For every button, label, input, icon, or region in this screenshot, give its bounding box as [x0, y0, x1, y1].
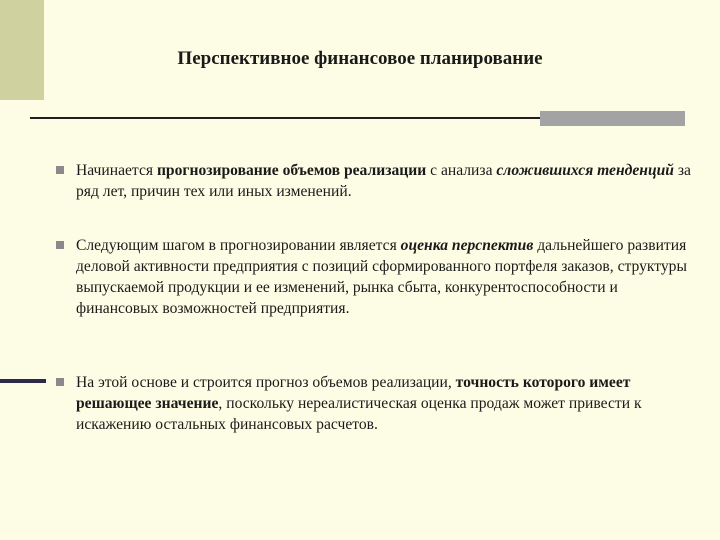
- bullet-square-icon: [56, 166, 64, 174]
- decorative-side-line: [0, 379, 46, 383]
- slide-title: Перспективное финансовое планирование: [177, 48, 543, 69]
- bullet-square-icon: [56, 378, 64, 386]
- bullet-item: На этой основе и строится прогноз объемов реализации, точность которого имеет решающее значение, поскольку нереалистическая оценка продаж может привести к искажению остальных финансовых расчетов.: [56, 372, 692, 435]
- decorative-side-bar: [0, 0, 44, 100]
- bullet-item: Следующим шагом в прогнозировании является оценка перспектив дальнейшего развития деловой активности предприятия с позиций сформированного портфеля заказов, структуры выпускаемой продукции и ее изменений, рынка сбыта, конкурентоспособности и финансовых возможностей предприятия.: [56, 235, 692, 319]
- bullet-item: Начинается прогнозирование объемов реализации с анализа сложившихся тенденций за ряд лет, причин тех или иных изменений.: [56, 160, 692, 202]
- title-underline-accent: [540, 111, 685, 126]
- bullet-square-icon: [56, 241, 64, 249]
